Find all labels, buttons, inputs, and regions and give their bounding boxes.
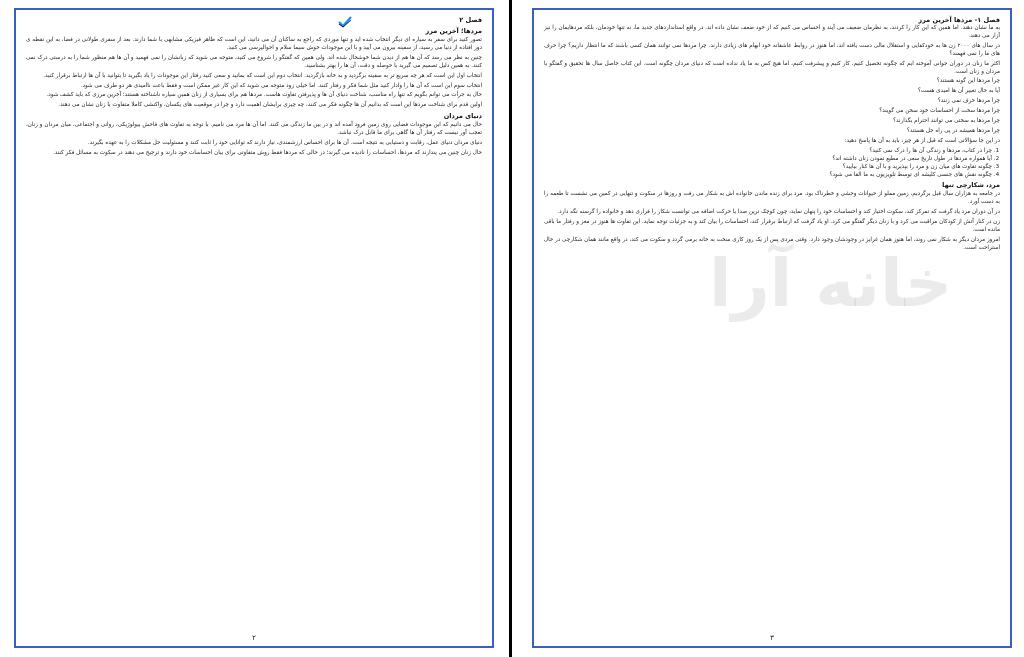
paragraph: در سال های ۲۰۰۰ زن ها به خودکفایی و استقلال مالی دست یافته اند، اما هنوز در روابط عاشقانه خود ابهام های زیادی دارند. چرا مردها نمی توانند همان کسی باشند که ما انتظار داریم؟ چرا حرف های ما را نمی فهمند؟ [544,42,1001,57]
paragraph: امروز مردان دیگر به شکار نمی روند، اما هنوز همان غرایز در وجودشان وجود دارد. وقتی مردی پس از یک روز کاری سخت به خانه برمی گردد و سکوت می کند، در واقع مانند همان شکارچی در حال استراحت است. [544,236,1000,251]
list-item: 4. چگونه نقش های جنسی کلیشه ای توسط تلویزیون به ما القا می شود؟ [544,172,992,180]
right-page [532,8,1012,648]
chapter-label: فصل ۲ [459,16,482,24]
paragraph: به ما نشان دهند. اما همین که این کار را کردند، به نظرمان ضعیف می آیند و احساس می کنیم که از خود ضعف نشان داده اند. در واقع استانداردهای جدید ما، نه تنها خودمان، بلکه مردهایمان را نیز آزار می دهند. [544,25,1000,39]
paragraph: دنیای مردان دنیای عمل، رقابت و دستیابی به نتیجه است. آن ها برای احساس ارزشمندی، نیاز دارند که توانایی خود را ثابت کنند و مسئولیت حل مشکلات را به عهده بگیرند. [87,140,482,147]
subsection-title: مرد، شکارچی تنها [942,181,1000,190]
question-line: آیا به حال تغییر آن ها امیدی هست؟ [917,88,1000,95]
question-line: چرا مردها همیشه در پی راه حل هستند؟ [906,127,1000,134]
page-number: ۲ [252,634,256,642]
paragraph: اولین قدم برای شناخت مردها این است که بدانیم آن ها چگونه فکر می کنند، چه چیزی برایشان اهمیت دارد و چرا در موقعیت های یکسان، واکنشی کاملا متفاوت با زنان نشان می دهند. [58,102,482,109]
paragraph: اکثر ما زنان در دوران جوانی آموخته ایم که چگونه تحصیل کنیم، کار کنیم و پیشرفت کنیم، اما هیچ کس به ما یاد نداده است که دنیای مردان چگونه است. این کتاب حاصل سال ها تحقیق و گفتگو با مردان و زنان است. [544,60,1000,75]
paragraph: در جامعه به هزاران سال قبل برگردیم، زمین مملو از حیوانات وحشی و خطرناک بود. مرد برای زنده ماندن خانواده اش به شکار می رفت و روزها در سکوت و تنهایی در کمین می نشست تا طعمه را به دست آورد. [544,191,1000,206]
paragraph: در آن دوران مرد یاد گرفت که تمرکز کند، سکوت اختیار کند و احساسات خود را پنهان نماید، چون کوچک ترین صدا یا حرکت اضافه می توانست شکار را فراری دهد و خانواده را گرسنه نگه دارد. [557,209,1000,216]
page-spread-divider [509,0,512,657]
paragraph: حال می دانیم که این موجودات فضایی روی زمین فرود آمده اند و در بین ما زندگی می کنند. اما آن ها مرد می نامیم. با توجه به تفاوت های فاحش بیولوژیکی، روانی و اجتماعی، میان مردان و زنان، تعجب آور نیست که رفتار آن ها گاهی برای ما قابل درک نباشد. [26,122,482,137]
subsection-title: دنیای مردان [443,112,482,121]
paragraph: چنین به نظر می رسد که آن ها هم از دیدن شما خوشحال شده اند. ولی همین که گفتگو را شروع می کنید، متوجه می شوید که زبانشان را نمی فهمید و آن ها هم منظور شما را به درستی درک نمی کنند. به همین دلیل تصمیم می گیرید با حوصله و دقت، آن ها را بهتر بشناسید. [26,54,482,69]
list-item: 3. چگونه تفاوت های میان زن و مرد را بپذیرید و با آن ها کنار بیایید؟ [544,164,992,172]
paragraph: انتخاب سوم این است که آن ها را وادار کنید مثل شما فکر و رفتار کنند. اما خیلی زود متوجه می شوید که این کار غیر ممکن است و فقط باعث ناامیدی هر دو طرف می شود. [80,82,482,89]
watermark-text: خانه آرا [709,245,953,322]
checkmark-logo-icon [338,16,352,28]
left-page [14,8,494,648]
question-line: چرا مردها حرف نمی زنند؟ [937,98,1000,105]
paragraph: انتخاب اول این است که هر چه سریع تر به سفینه برگردید و به خانه بازگردید. انتخاب دوم این است که بمانید و سعی کنید رفتار این موجودات را یاد بگیرید تا بتوانید با آن ها ارتباط برقرار کنید. [43,72,482,79]
question-line: چرا مردها سخت از احساسات خود سخن می گویند؟ [879,108,1000,115]
paragraph: در این جا سؤالاتی است که قبل از هر چیز، باید به آن ها پاسخ دهید: [844,137,1000,144]
paragraph: حال به جرأت می توانم بگویم که تنها راه مناسب، شناخت دنیای آن ها و پذیرفتن تفاوت هاست. مردها هم برای بسیاری از زنان همین سیاره ناشناخته هستند؛ آخرین مرزی که باید کشف شود. [46,92,482,99]
list-item: 2. آیا همواره مردها در طول تاریخ سعی در مطیع نمودن زنان داشته اند؟ [544,156,992,164]
numbered-list [544,148,1000,180]
question-line: چرا مردها این گونه هستند؟ [936,78,1000,85]
paragraph: زن در کنار آتش از کودکان مراقبت می کرد و با زنان دیگر گفتگو می کرد. او یاد گرفت که ارتباط برقرار کند، احساسات را بیان کند و به جزئیات توجه نماید. این تفاوت ها هنوز در مغز و رفتار ما باقی مانده است. [544,219,1000,234]
paragraph: تصور کنید برای سفر به سیاره ای دیگر انتخاب شده اید و تنها موردی که راجع به ساکنان آن می دانید، این است که ظاهر فیزیکی مشابهی با شما دارند. بعد از سفری طولانی در فضا، به این نقطه ی دور افتاده از دنیا می رسید، از سفینه بیرون می آیید و با این موجودات خوش سیما سلام و احوالپرسی می کنید. [26,37,482,51]
paragraph: حال زنان چنین می پندارند که مردها، احساسات را نادیده می گیرند؛ در حالی که مردها فقط روش متفاوتی برای بیان احساسات خود دارند و ترجیح می دهند در سکوت به مسائل فکر کنند. [53,149,482,156]
page-number: ۳ [770,634,774,642]
list-item: 1. چرا در کتاب، مردها و زندگی آن ها را درک نمی کنید؟ [544,148,992,156]
running-header: فصل ۱- مردها آخرین مرز [918,16,1000,24]
section-title: مردها؛ آخرین مرز [425,27,482,35]
question-line: چرا مردها به سختی می توانند احترام بگذارند؟ [893,118,1000,125]
